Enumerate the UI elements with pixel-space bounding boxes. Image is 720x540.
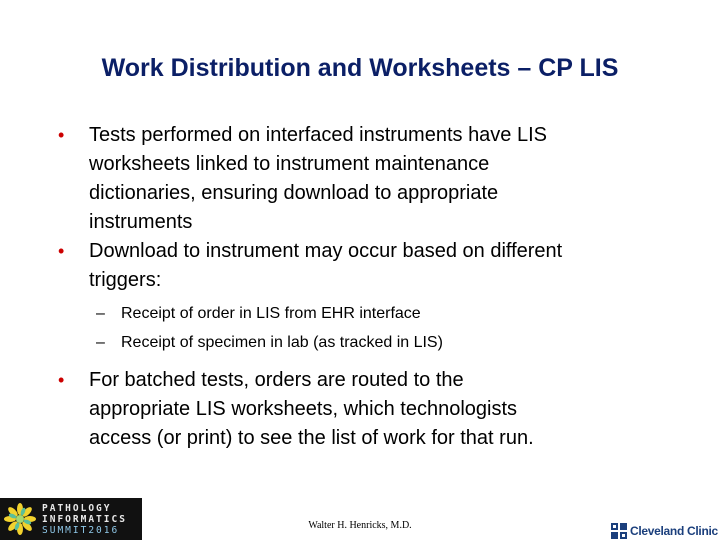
bullet-line: dictionaries, ensuring download to appropriate	[89, 182, 499, 204]
sub-bullet-item	[56, 299, 696, 328]
bullet-item	[56, 237, 696, 295]
cleveland-clinic-cross-icon	[611, 523, 627, 539]
bullet-line: For batched tests, orders are routed to the	[89, 369, 464, 391]
bullet-line: access (or print) to see the list of work for that run.	[89, 427, 534, 449]
sub-bullet-item	[56, 328, 696, 357]
bullet-line: worksheets linked to instrument maintenance	[89, 153, 490, 175]
bullet-line: Tests performed on interfaced instruments have LIS	[89, 124, 548, 146]
slide-title: Work Distribution and Worksheets – CP LIS	[101, 54, 619, 82]
bullet-item	[56, 121, 696, 237]
bullet-list	[56, 121, 696, 453]
bullet-line: triggers:	[89, 269, 162, 291]
bullet-line: appropriate LIS worksheets, which technologists	[89, 398, 518, 420]
logo-text-line: PATHOLOGY	[42, 503, 112, 514]
bullet-marker: •	[58, 125, 65, 145]
logo-text-line: INFORMATICS	[42, 514, 127, 525]
bullet-marker: •	[58, 370, 65, 390]
bullet-line: instruments	[89, 211, 193, 233]
sub-bullet-text: Receipt of order in LIS from EHR interface	[121, 305, 421, 322]
bullet-marker: •	[58, 241, 65, 261]
bullet-line: Download to instrument may occur based on different	[89, 240, 563, 262]
bullet-item	[56, 366, 696, 453]
cleveland-clinic-text: Cleveland Clinic	[630, 524, 718, 538]
logo-text-line: SUMMIT2016	[42, 525, 120, 536]
footer-author: Walter H. Henricks, M.D.	[308, 520, 412, 531]
sub-bullet-text: Receipt of specimen in lab (as tracked in LIS)	[121, 334, 443, 351]
dash-marker: –	[96, 305, 105, 322]
dash-marker: –	[96, 334, 105, 351]
pathology-informatics-summit-logo	[0, 498, 142, 540]
